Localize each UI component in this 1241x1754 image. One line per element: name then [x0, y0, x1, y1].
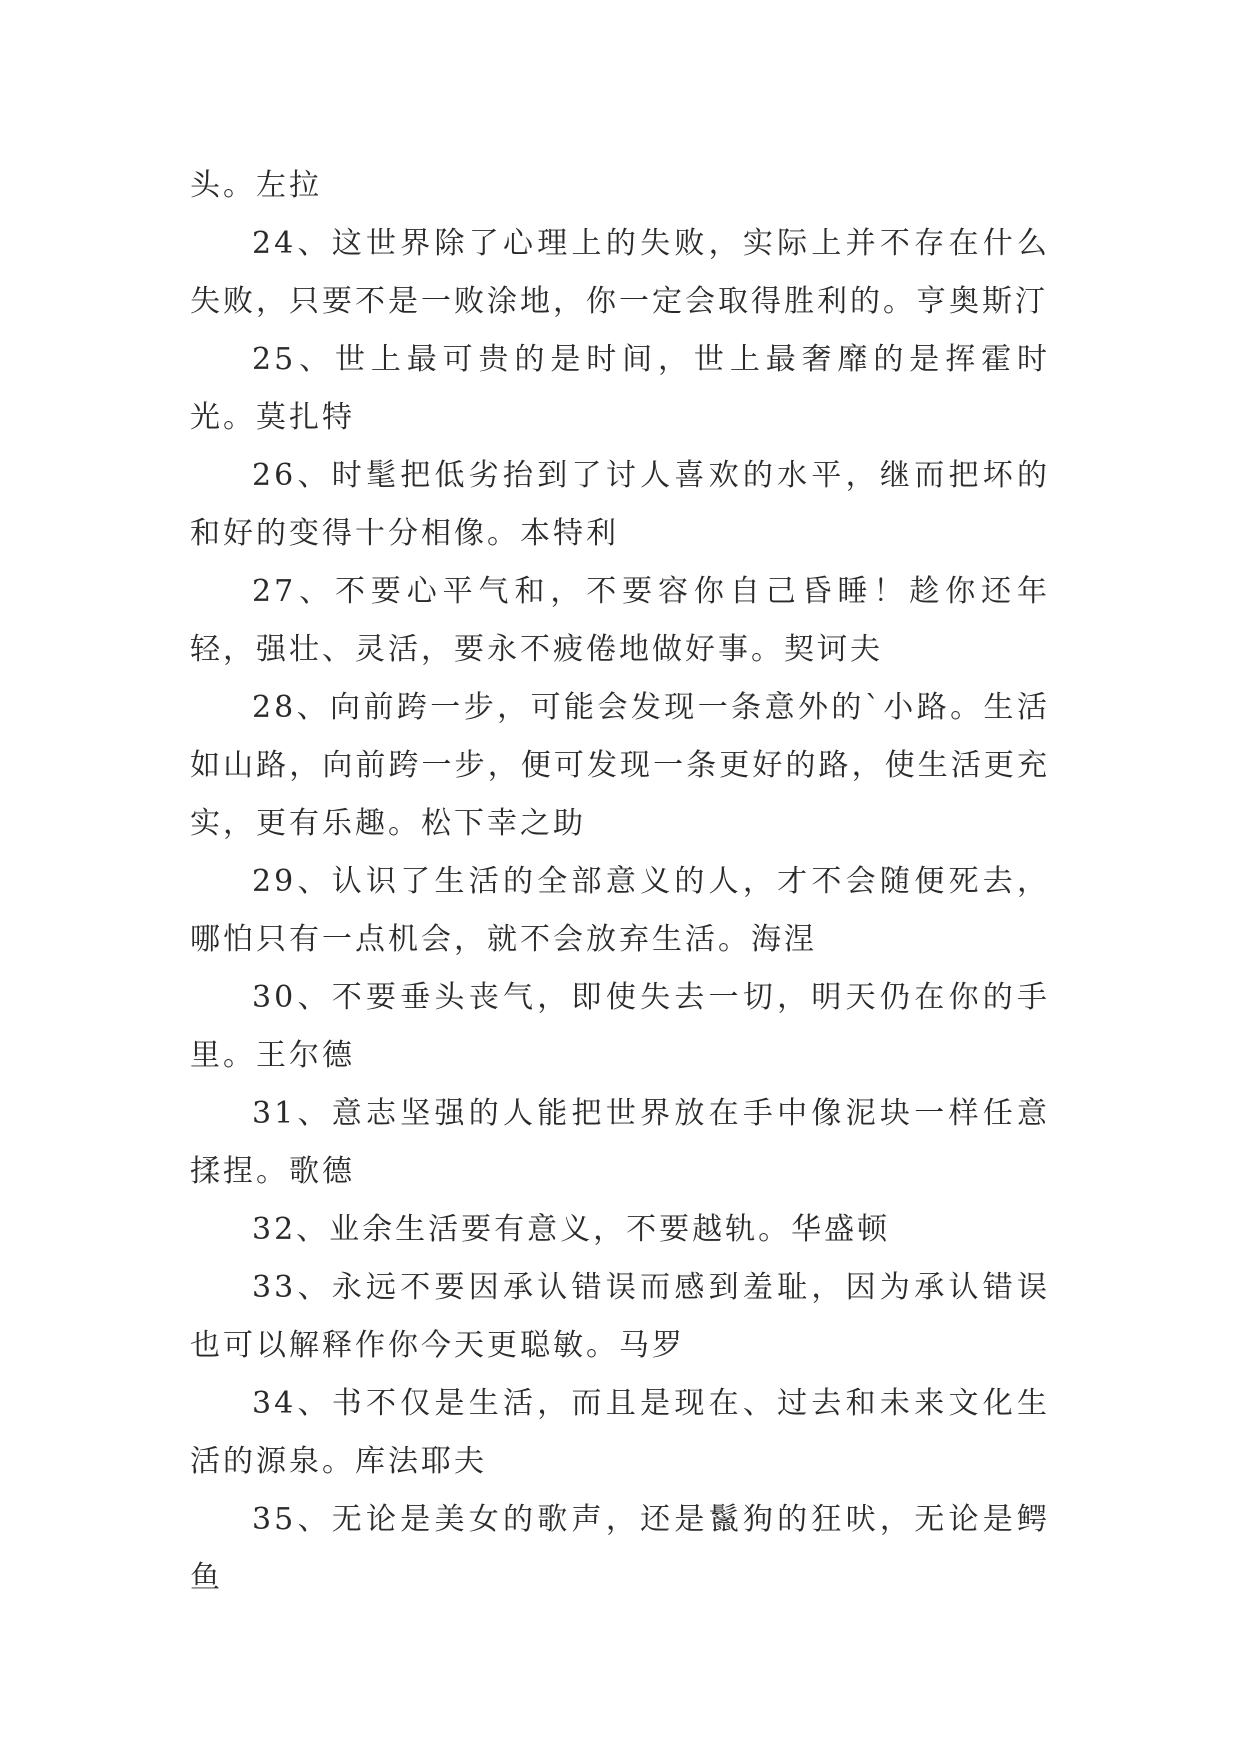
- paragraph-11: 33、永远不要因承认错误而感到羞耻，因为承认错误也可以解释作你今天更聪敏。马罗: [190, 1270, 1050, 1363]
- paragraph-7: 29、认识了生活的全部意义的人，才不会随便死去，哪怕只有一点机会，就不会放弃生活。海涅: [190, 864, 1050, 957]
- document-body: [190, 157, 1050, 1607]
- paragraph-12: 34、书不仅是生活，而且是现在、过去和未来文化生活的源泉。库法耶夫: [190, 1386, 1050, 1479]
- paragraph-13: 35、无论是美女的歌声，还是鬣狗的狂吠，无论是鳄鱼: [190, 1502, 1050, 1595]
- paragraph-4: 26、时髦把低劣抬到了讨人喜欢的水平，继而把坏的和好的变得十分相像。本特利: [190, 458, 1050, 551]
- paragraph-10: 32、业余生活要有意义，不要越轨。华盛顿: [252, 1212, 891, 1247]
- paragraph-5: 27、不要心平气和，不要容你自己昏睡！趁你还年轻，强壮、灵活，要永不疲倦地做好事。契诃夫: [190, 574, 1050, 667]
- paragraph-8: 30、不要垂头丧气，即使失去一切，明天仍在你的手里。王尔德: [190, 980, 1050, 1073]
- paragraph-6: 28、向前跨一步，可能会发现一条意外的`小路。生活如山路，向前跨一步，便可发现一条更好的路，使生活更充实，更有乐趣。松下幸之助: [190, 690, 1050, 841]
- paragraph-1: 头。左拉: [190, 168, 322, 203]
- paragraph-2: 24、这世界除了心理上的失败，实际上并不存在什么失败，只要不是一败涂地，你一定会取得胜利的。亨奥斯汀: [190, 226, 1050, 319]
- paragraph-3: 25、世上最可贵的是时间，世上最奢靡的是挥霍时光。莫扎特: [190, 342, 1050, 435]
- paragraph-9: 31、意志坚强的人能把世界放在手中像泥块一样任意揉捏。歌德: [190, 1096, 1050, 1189]
